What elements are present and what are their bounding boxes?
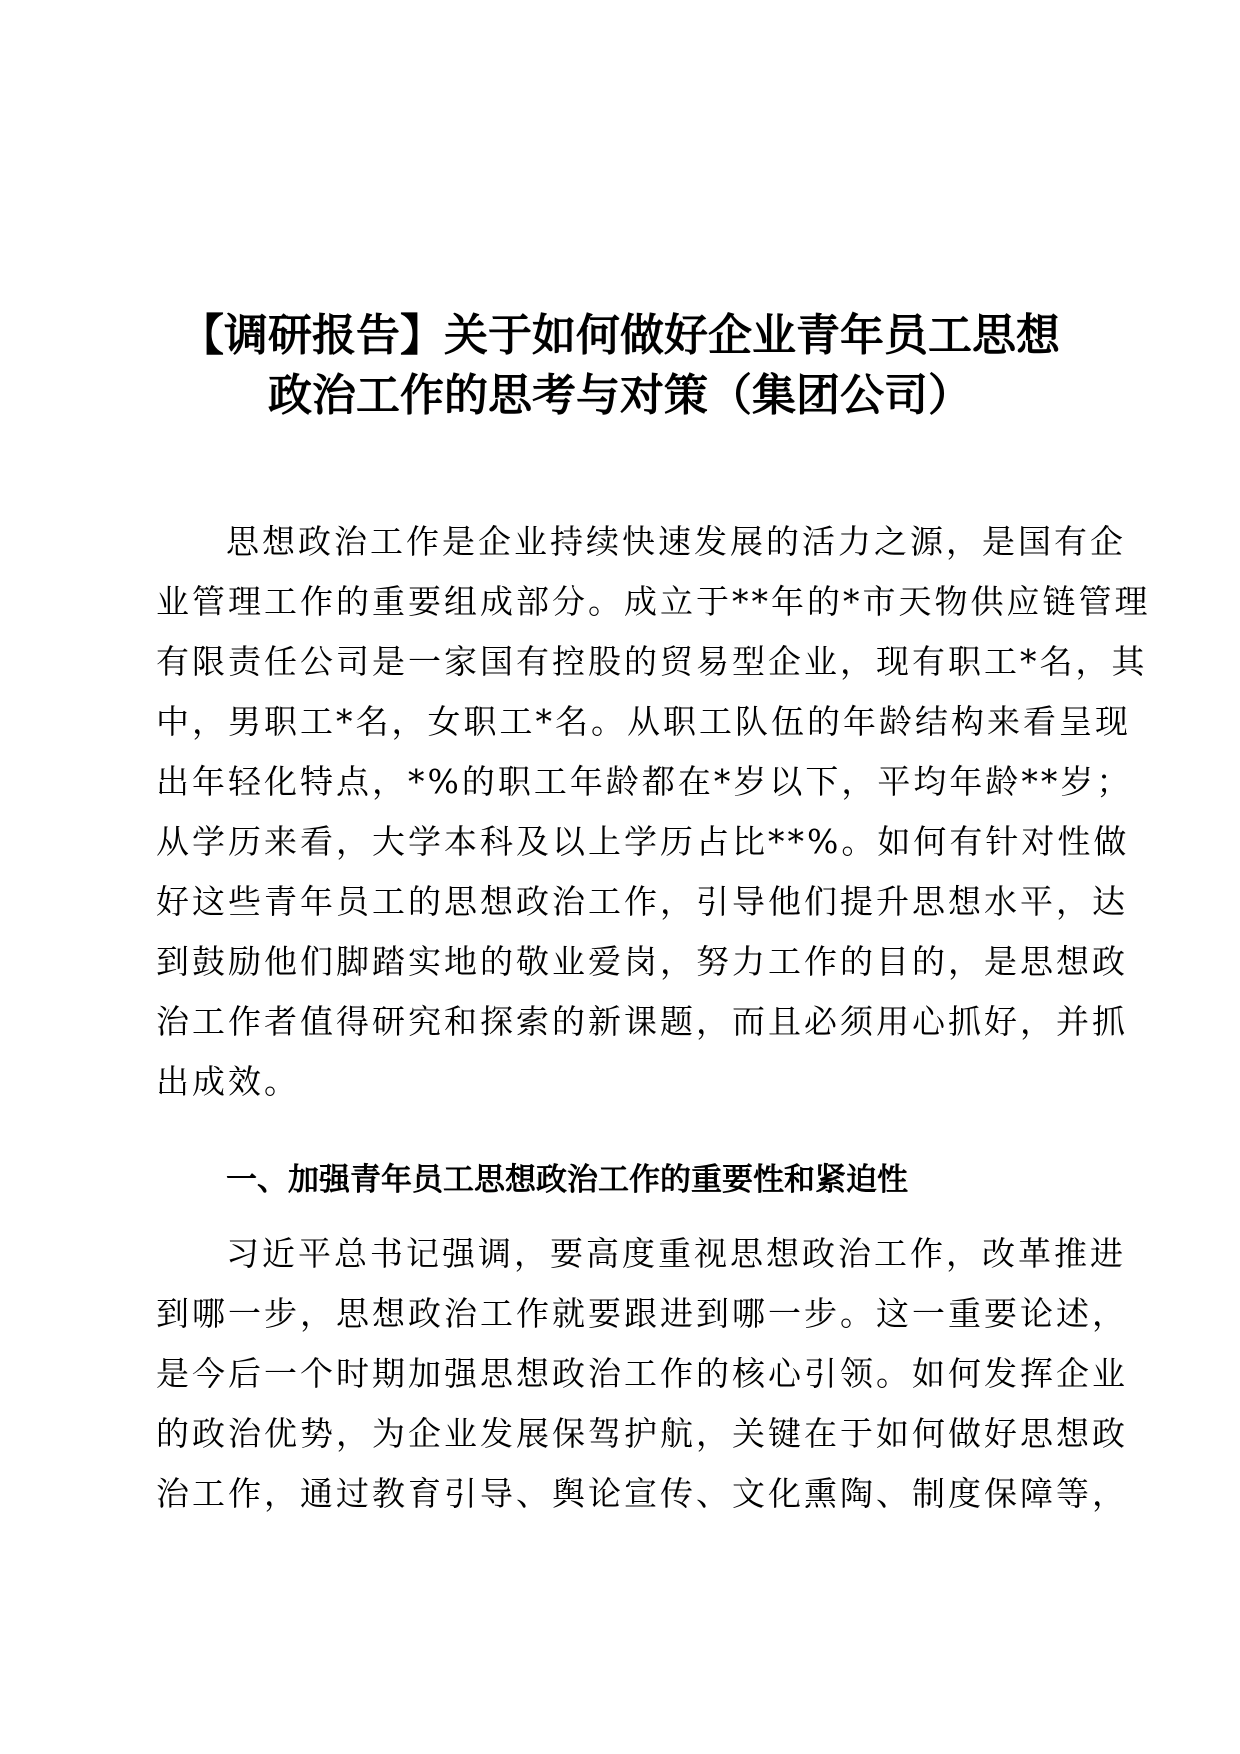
paragraph-line: 的政治优势，为企业发展保驾护航，关键在于如何做好思想政 (156, 1414, 1128, 1453)
section-paragraph (156, 1224, 1128, 1524)
paragraph-line: 出年轻化特点，*%的职工年龄都在*岁以下，平均年龄**岁； (156, 762, 1133, 801)
paragraph-line: 从学历来看，大学本科及以上学历占比**%。如何有针对性做 (156, 822, 1130, 861)
paragraph-line: 业管理工作的重要组成部分。成立于**年的*市天物供应链管理 (156, 582, 1151, 621)
paragraph-line: 治工作者值得研究和探索的新课题，而且必须用心抓好，并抓 (156, 1002, 1128, 1041)
paragraph-line: 治工作，通过教育引导、舆论宣传、文化熏陶、制度保障等， (156, 1474, 1128, 1513)
paragraph-line: 中，男职工*名，女职工*名。从职工队伍的年龄结构来看呈现 (156, 702, 1131, 741)
paragraph-line: 习近平总书记强调，要高度重视思想政治工作，改革推进 (226, 1234, 1126, 1273)
title-line-1: 【调研报告】关于如何做好企业青年员工思想 (180, 310, 1060, 361)
title-line-2: 政治工作的思考与对策（集团公司） (268, 370, 972, 421)
paragraph-line: 思想政治工作是企业持续快速发展的活力之源，是国有企 (226, 522, 1126, 561)
intro-paragraph (156, 512, 1151, 1112)
section-heading: 一、加强青年员工思想政治工作的重要性和紧迫性 (226, 1162, 908, 1198)
paragraph-line: 到鼓励他们脚踏实地的敬业爱岗，努力工作的目的，是思想政 (156, 942, 1128, 981)
paragraph-line: 是今后一个时期加强思想政治工作的核心引领。如何发挥企业 (156, 1354, 1128, 1393)
document-title (150, 306, 1090, 426)
paragraph-line: 到哪一步，思想政治工作就要跟进到哪一步。这一重要论述， (156, 1294, 1128, 1333)
paragraph-line: 出成效。 (156, 1062, 300, 1101)
paragraph-line: 有限责任公司是一家国有控股的贸易型企业，现有职工*名，其 (156, 642, 1148, 681)
paragraph-line: 好这些青年员工的思想政治工作，引导他们提升思想水平，达 (156, 882, 1128, 921)
